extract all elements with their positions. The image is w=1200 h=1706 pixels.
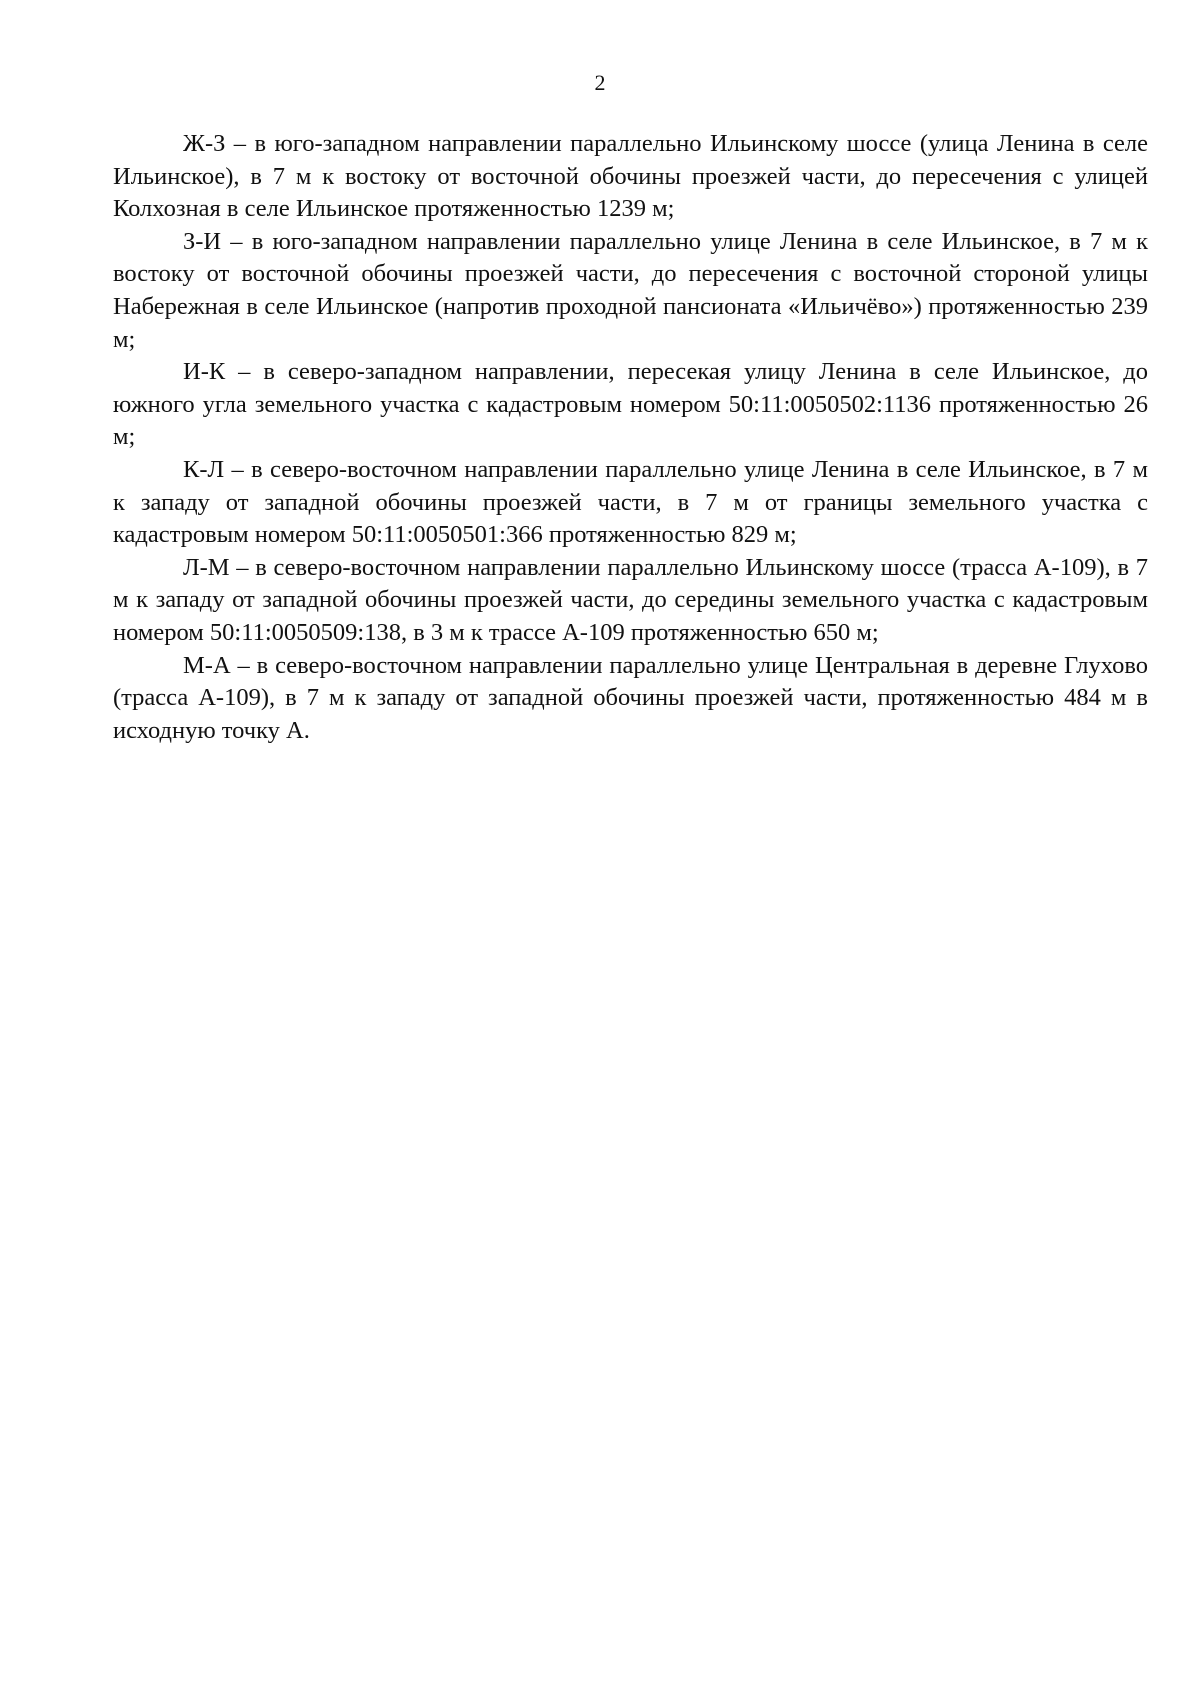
boundary-segment-k-l: К-Л – в северо-восточном направлении параллельно улице Ленина в селе Ильинское, в 7 м к западу от западной обочины проезжей части, в 7 м от границы земельного участка с кадастровым номером 50:11:0050501:366 протяженностью 829 м; (113, 455, 1148, 549)
boundary-segment-i-k: И-К – в северо-западном направлении, пересекая улицу Ленина в селе Ильинское, до южного угла земельного участка с кадастровым номером 50:11:0050502:1136 протяженностью 26 м; (113, 358, 1148, 451)
document-body (113, 128, 1148, 747)
page-number: 2 (594, 70, 606, 95)
boundary-segment-l-m: Л-М – в северо-восточном направлении параллельно Ильинскому шоссе (трасса А-109), в 7 м к западу от западной обочины проезжей части, до середины земельного участка с кадастровым номером 50:11:0050509:138, в 3 м к трассе А-109 протяженностью 650 м; (113, 553, 1148, 646)
boundary-segment-z-i: З-И – в юго-западном направлении параллельно улице Ленина в селе Ильинское, в 7 м к востоку от восточной обочины проезжей части, до пересечения с восточной стороной улицы Набережная в селе Ильинское (напротив проходной пансионата «Ильичёво») протяженностью 239 м; (113, 227, 1148, 353)
boundary-segment-m-a: М-А – в северо-восточном направлении параллельно улице Центральная в деревне Глухово (трасса А-109), в 7 м к западу от западной обочины проезжей части, протяженностью 484 м в исходную точку А. (113, 651, 1148, 744)
boundary-segment-zh-z: Ж-З – в юго-западном направлении параллельно Ильинскому шоссе (улица Ленина в селе Ильинское), в 7 м к востоку от восточной обочины проезжей части, до пересечения с улицей Колхозная в селе Ильинское протяженностью 1239 м; (113, 130, 1148, 223)
